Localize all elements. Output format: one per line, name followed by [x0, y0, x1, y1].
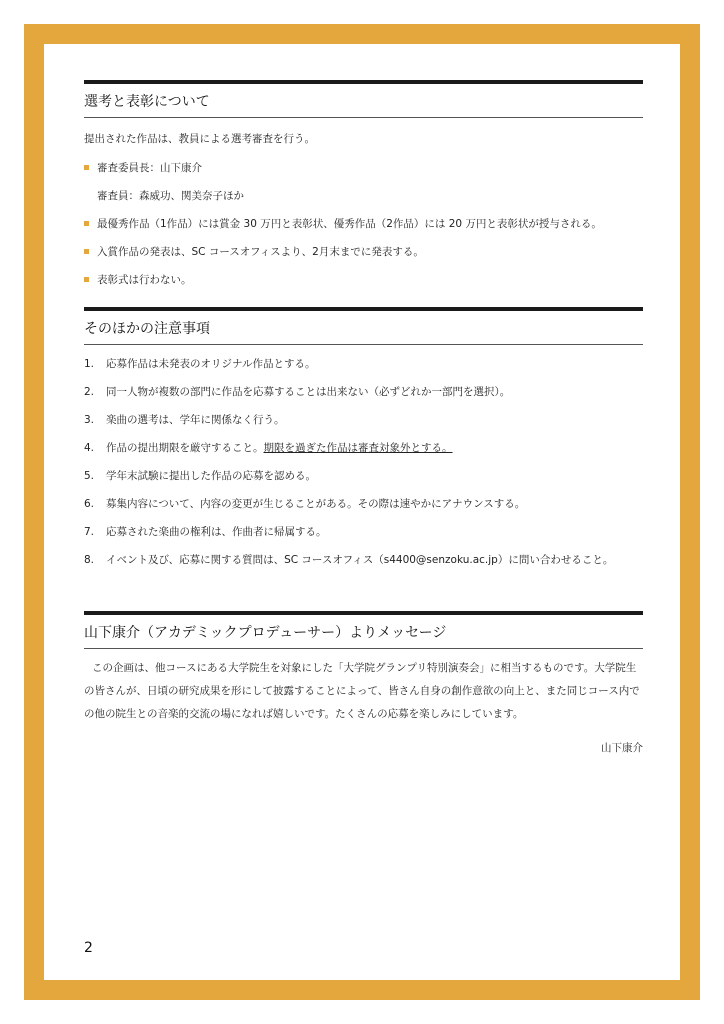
list-item: 8. イベント及び、応募に関する質問は、SC コースオフィス（s4400@senzoku.ac.jp）に問い合わせること。	[84, 554, 614, 566]
square-bullet-icon	[84, 221, 89, 226]
list-item: 3. 楽曲の選考は、学年に関係なく行う。	[84, 414, 285, 426]
list-item: 4. 作品の提出期限を厳守すること。期限を過ぎた作品は審査対象外とする。	[84, 442, 453, 454]
list-item: 5. 学年末試験に提出した作品の応募を認める。	[84, 470, 316, 482]
page-number: 2	[84, 940, 93, 956]
section-heading: そのほかの注意事項	[84, 307, 643, 345]
message-body: この企画は、他コースにある大学院生を対象にした「大学院グランプリ特別演奏会」に相当するものです。大学院生の皆さんが、日頃の研究成果を形にして披露することによって、皆さん自身の創作意欲の向上と、また同じコース内での他の院生との音楽的交流の場になれば嬉しいです。たくさんの応募を楽しみにしています。	[84, 662, 640, 720]
deadline-warning: 期限を過ぎた作品は審査対象外とする。	[263, 442, 453, 454]
list-item: 6. 募集内容について、内容の変更が生じることがある。その際は速やかにアナウンスする。	[84, 498, 526, 510]
section-heading: 山下康介（アカデミックプロデューサー）よりメッセージ	[84, 611, 643, 649]
notes-list	[84, 353, 643, 571]
square-bullet-icon	[84, 277, 89, 282]
square-bullet-icon	[84, 249, 89, 254]
section-message	[84, 611, 643, 755]
list-item: 審査員：森威功、関美奈子ほか	[97, 190, 244, 202]
list-item: 最優秀作品（1作品）には賞金 30 万円と表彰状、優秀作品（2作品）には 20 万円と表彰状が授与される。	[84, 213, 643, 235]
list-item: 7. 応募された楽曲の権利は、作曲者に帰属する。	[84, 526, 327, 538]
section-selection-awards	[84, 80, 643, 291]
list-item: 審査委員長：山下康介	[84, 157, 643, 179]
list-item: 表彰式は行わない。	[84, 269, 643, 291]
section-intro: 提出された作品は、教員による選考審査を行う。	[84, 133, 315, 145]
list-item: 1. 応募作品は未発表のオリジナル作品とする。	[84, 358, 316, 370]
square-bullet-icon	[84, 165, 89, 170]
document-content	[84, 80, 643, 771]
list-item: 2. 同一人物が複数の部門に作品を応募することは出来ない（必ずどれか一部門を選択）。	[84, 386, 511, 398]
signature: 山下康介	[601, 742, 643, 754]
list-item: 入賞作品の発表は、SC コースオフィスより、2月末までに発表する。	[84, 241, 643, 263]
section-other-notes	[84, 307, 643, 571]
section-heading: 選考と表彰について	[84, 80, 643, 118]
award-list	[84, 157, 643, 291]
